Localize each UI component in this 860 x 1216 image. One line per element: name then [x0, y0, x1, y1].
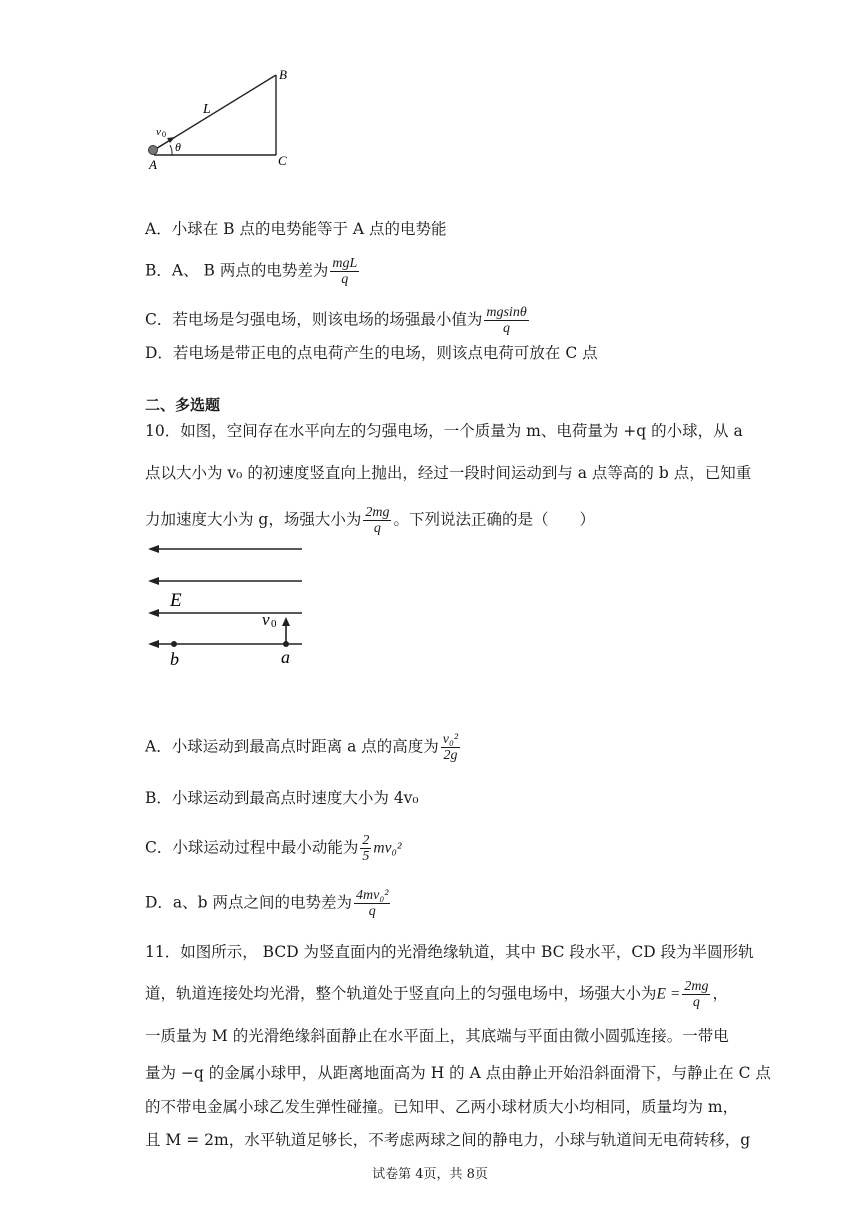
- q10-option-d-den: q: [368, 904, 376, 919]
- q10-field-den: q: [373, 521, 381, 536]
- velocity-arrowhead: [167, 137, 175, 143]
- field-arrowhead-3: [148, 609, 159, 617]
- q10-option-c-num: 2: [362, 833, 370, 848]
- q10-field-num: 2mg: [365, 505, 390, 520]
- q9-option-b-text: B．A、 B 两点的电势差为: [145, 261, 329, 280]
- label-v0: v: [156, 126, 161, 138]
- label-v0-sub: 0: [162, 130, 166, 139]
- q11-line6: 且 M = 2m，水平轨道足够长，不考虑两球之间的静电力，小球与轨道间无电荷转移，g: [145, 1131, 751, 1149]
- q11-field-num: 2mg: [684, 979, 709, 994]
- q11-line2-eq: E =: [656, 985, 681, 1003]
- q10-option-c-fraction: [360, 833, 371, 864]
- q11-line5: 的不带电金属小球乙发生弹性碰撞。已知甲、乙两小球材质大小均相同，质量均为 m，: [145, 1098, 739, 1116]
- q10-line3-text: 力加速度大小为 g，场强大小为: [145, 510, 362, 529]
- q10-option-c-post: mv₀²: [373, 839, 402, 857]
- q10-option-a-num: v₀²: [442, 732, 459, 747]
- velocity-arrowhead-up: [282, 617, 290, 626]
- q9-option-c-fraction: [484, 305, 528, 336]
- q10-option-d: [145, 888, 392, 919]
- field-arrowhead-2: [148, 577, 159, 585]
- q10-option-d-fraction: [354, 888, 390, 919]
- field-arrowhead-1: [148, 545, 159, 553]
- q10-option-a-den: 2g: [443, 748, 458, 763]
- q10-option-a-fraction: [441, 732, 460, 763]
- triangle-figure: [140, 65, 300, 175]
- label-A: A: [149, 157, 157, 172]
- q11-line1: 11．如图所示， BCD 为竖直面内的光滑绝缘轨道，其中 BC 段水平，CD 段为半圆形轨: [145, 943, 754, 961]
- label-theta: θ: [175, 140, 181, 154]
- q11-line2-post: ，: [712, 984, 728, 1003]
- q10-option-d-num: 4mv₀²: [356, 888, 389, 903]
- q10-line1: 10．如图，空间存在水平向左的匀强电场，一个质量为 m、电荷量为 +q 的小球，从 a: [145, 422, 743, 440]
- label-B: B: [279, 67, 287, 82]
- q10-line2: 点以大小为 v₀ 的初速度竖直向上抛出，经过一段时间运动到与 a 点等高的 b 点，已知重: [145, 464, 752, 482]
- q10-line3-post: 。下列说法正确的是（ ）: [393, 510, 595, 529]
- q9-option-b-den: q: [341, 272, 349, 287]
- field-figure: [140, 535, 310, 670]
- q9-option-b-num: mgL: [332, 256, 358, 271]
- q10-field-fraction: [363, 505, 391, 536]
- label-b: b: [170, 649, 179, 669]
- q11-field-fraction: [682, 979, 710, 1010]
- angle-arc: [170, 145, 172, 155]
- label-E: E: [170, 590, 182, 611]
- q11-field-den: q: [692, 995, 700, 1010]
- q9-option-a: A．小球在 B 点的电势能等于 A 点的电势能: [145, 220, 447, 238]
- q9-option-c-text: C．若电场是匀强电场，则该电场的场强最小值为: [145, 310, 483, 329]
- q10-option-d-text: D．a、b 两点之间的电势差为: [145, 893, 353, 912]
- q9-option-b: [145, 256, 361, 287]
- q9-option-c: [145, 305, 531, 336]
- q11-line4: 量为 −q 的金属小球甲，从距离地面高为 H 的 A 点由静止开始沿斜面滑下，与静止在 C 点: [145, 1064, 771, 1082]
- q9-option-b-fraction: [330, 256, 359, 287]
- label-a: a: [281, 647, 290, 667]
- label-v0-fig2-sub: 0: [271, 618, 277, 630]
- q11-line2-text: 道，轨道连接处均光滑，整个轨道处于竖直向上的匀强电场中，场强大小为: [145, 984, 657, 1003]
- field-arrowhead-4: [148, 640, 159, 648]
- label-C: C: [278, 153, 287, 168]
- q10-option-c: [145, 833, 401, 864]
- section-heading: 二、多选题: [145, 396, 221, 414]
- q10-option-b: B．小球运动到最高点时速度大小为 4v₀: [145, 789, 419, 807]
- label-v0-fig2: v: [262, 610, 270, 629]
- q9-option-d: D．若电场是带正电的点电荷产生的电场，则该点电荷可放在 C 点: [145, 344, 598, 362]
- label-L: L: [203, 102, 211, 117]
- ball-icon: [149, 146, 158, 155]
- point-b: [171, 641, 177, 647]
- q10-option-c-text: C．小球运动过程中最小动能为: [145, 838, 359, 857]
- q11-line2: [145, 979, 728, 1010]
- page-footer: 试卷第 4页，共 8页: [372, 1167, 488, 1182]
- q10-option-a-text: A．小球运动到最高点时距离 a 点的高度为: [145, 737, 439, 756]
- q10-option-c-den: 5: [362, 849, 370, 864]
- q10-option-a: [145, 732, 462, 763]
- q9-option-c-den: q: [503, 321, 511, 336]
- q9-option-c-num: mgsinθ: [486, 305, 527, 320]
- q11-line3: 一质量为 M 的光滑绝缘斜面静止在水平面上，其底端与平面由微小圆弧连接。一带电: [145, 1027, 729, 1045]
- q10-line3: [145, 505, 595, 536]
